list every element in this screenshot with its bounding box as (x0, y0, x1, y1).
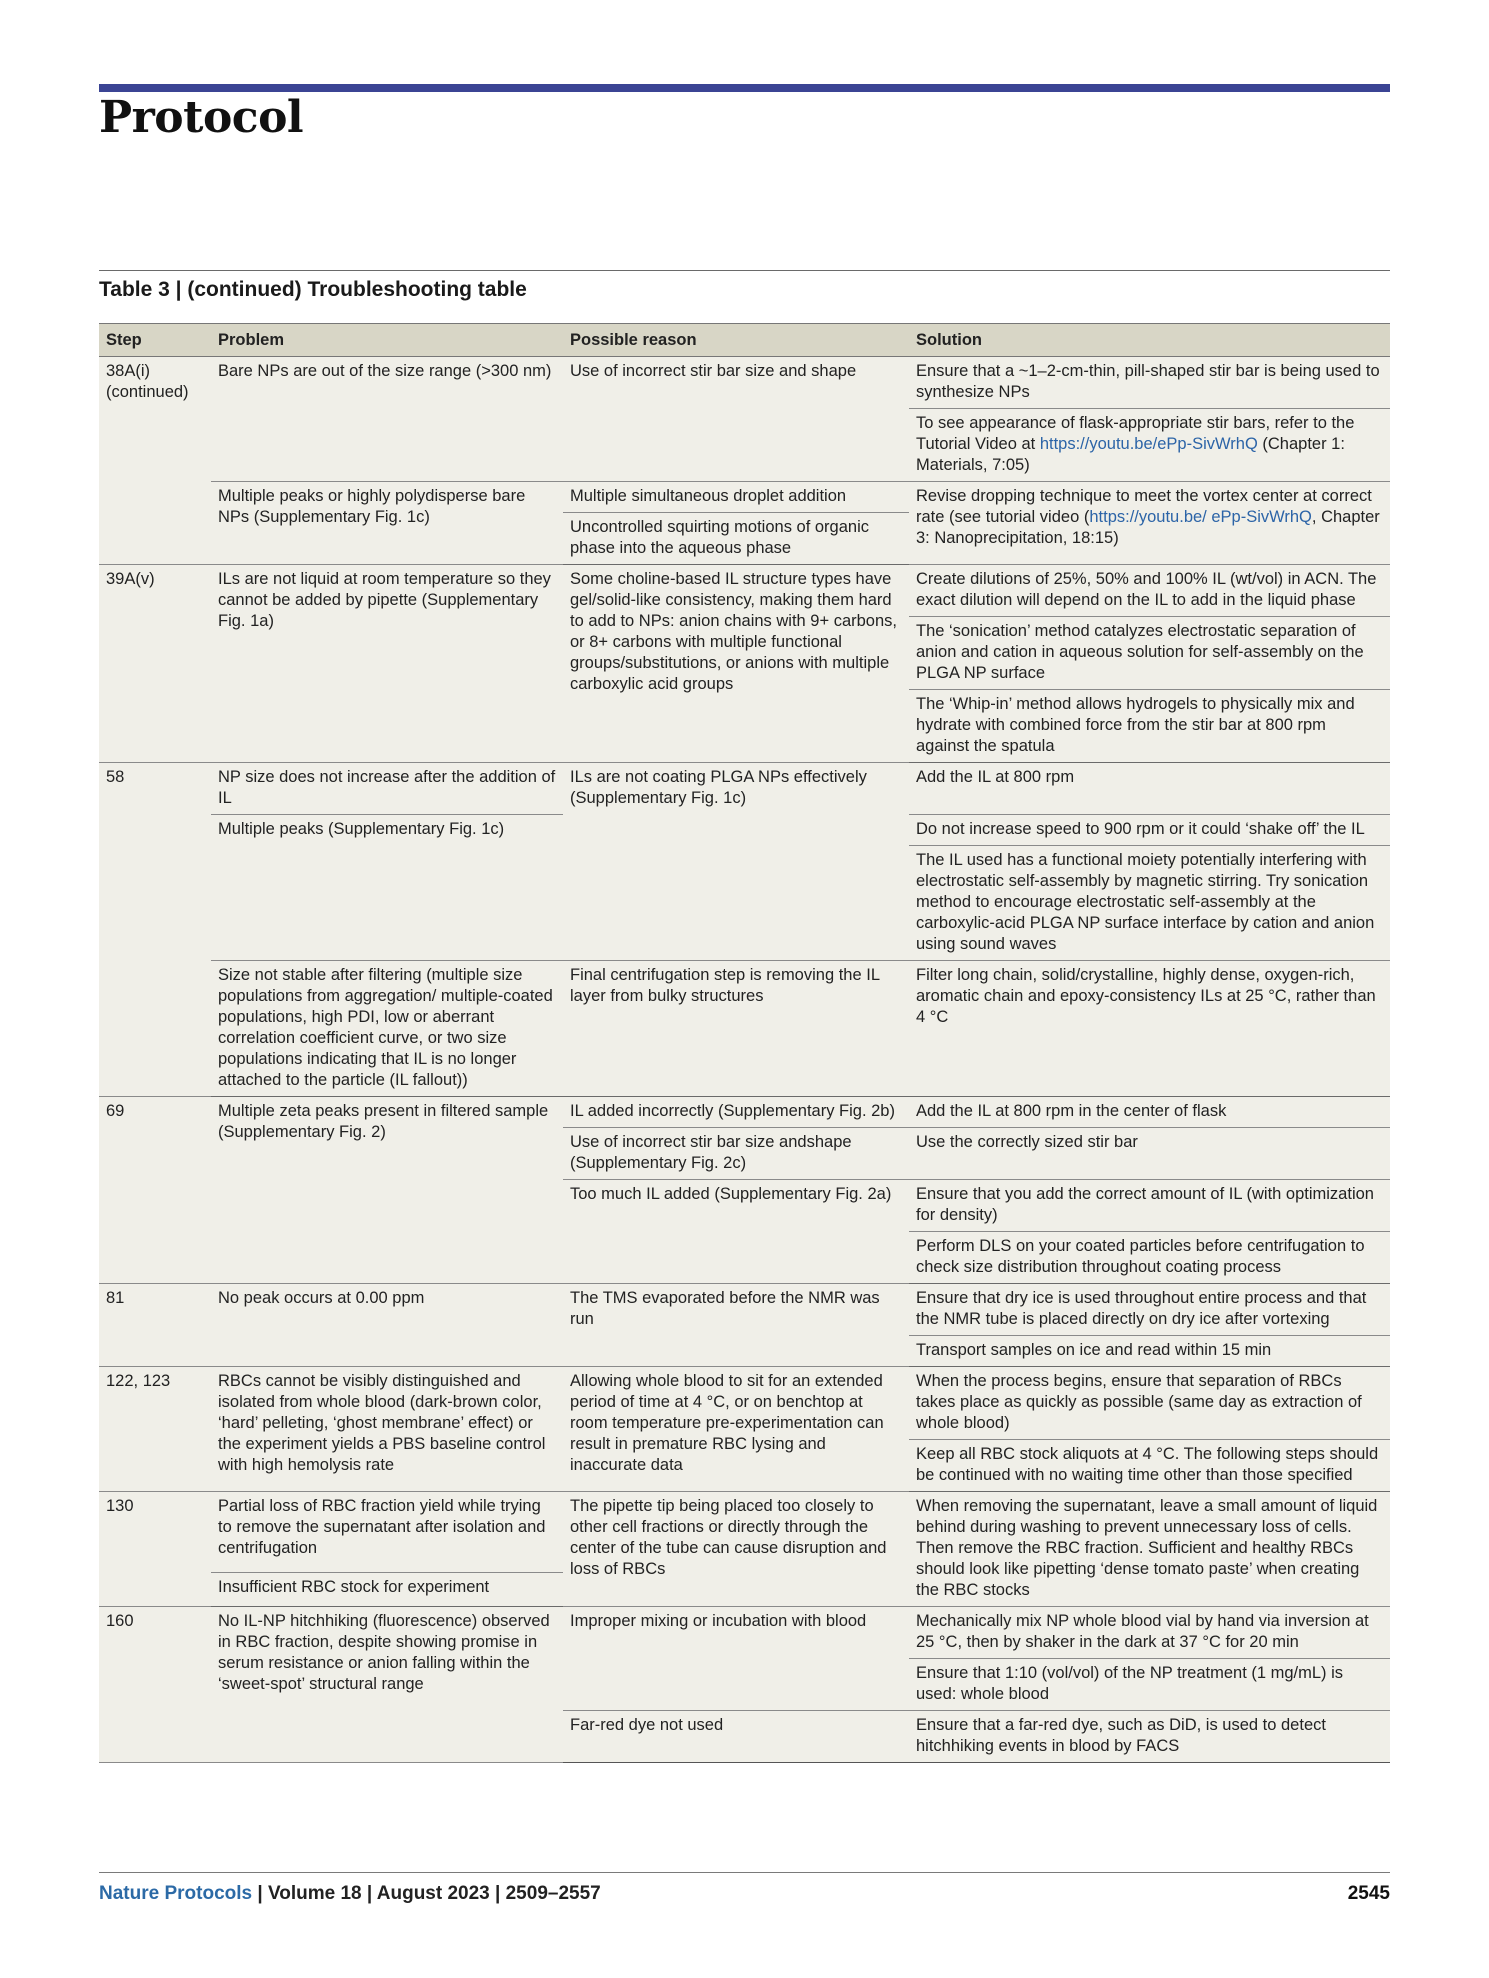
problem-cell: Bare NPs are out of the size range (>300 nm) (211, 357, 563, 482)
solution-cell: Revise dropping technique to meet the vortex center at correct rate (see tutorial video (https://youtu.be/ ePp-SivWrhQ, Chapter 3: Nanoprecipitation, 18:15) (909, 482, 1390, 565)
problem-cell: Insufficient RBC stock for experiment (211, 1572, 563, 1606)
solution-cell: Filter long chain, solid/crystalline, highly dense, oxygen-rich, aromatic chain and epoxy-consistency ILs at 25 °C, rather than 4 °C (909, 961, 1390, 1097)
reason-cell: The TMS evaporated before the NMR was run (563, 1284, 909, 1367)
solution-cell: To see appearance of flask-appropriate stir bars, refer to the Tutorial Video at https://youtu.be/ePp-SivWrhQ (Chapter 1: Materials, 7:05) (909, 409, 1390, 482)
reason-cell: Far-red dye not used (563, 1711, 909, 1763)
footer-citation (99, 1883, 601, 1905)
solution-cell: Ensure that a ~1–2-cm-thin, pill-shaped stir bar is being used to synthesize NPs (909, 357, 1390, 409)
solution-cell: Do not increase speed to 900 rpm or it could ‘shake off’ the IL (909, 815, 1390, 846)
section-label: Protocol (99, 92, 304, 143)
solution-cell: Ensure that you add the correct amount of IL (with optimization for density) (909, 1180, 1390, 1232)
column-header-solution: Solution (909, 324, 1390, 357)
step-cell: 69 (99, 1097, 211, 1284)
solution-cell: Add the IL at 800 rpm (909, 763, 1390, 815)
table-row (99, 357, 1390, 409)
reason-cell: Too much IL added (Supplementary Fig. 2a) (563, 1180, 909, 1284)
reason-cell: Some choline-based IL structure types have gel/solid-like consistency, making them hard to add to NPs: anion chains with 9+ carbons, or 8+ carbons with multiple functional groups/substitutions, or anions with multiple carboxylic acid groups (563, 565, 909, 763)
reason-cell: Use of incorrect stir bar size andshape (Supplementary Fig. 2c) (563, 1128, 909, 1180)
problem-cell: Size not stable after filtering (multiple size populations from aggregation/ multiple-coated populations, high PDI, low or aberrant correlation coefficient curve, or two size populations indicating that IL is no longer attached to the particle (IL fallout)) (211, 961, 563, 1097)
step-cell: 122, 123 (99, 1367, 211, 1492)
step-cell: 58 (99, 763, 211, 1097)
table-row (99, 482, 1390, 513)
column-header-step: Step (99, 324, 211, 357)
reason-cell: Use of incorrect stir bar size and shape (563, 357, 909, 482)
solution-cell: Ensure that dry ice is used throughout entire process and that the NMR tube is placed directly on dry ice after vortexing (909, 1284, 1390, 1336)
problem-cell: RBCs cannot be visibly distinguished and isolated from whole blood (dark-brown color, ‘hard’ pelleting, ‘ghost membrane’ effect) or the experiment yields a PBS baseline control with high hemolysis rate (211, 1367, 563, 1492)
citation-text: | Volume 18 | August 2023 | 2509–2557 (252, 1883, 601, 1904)
step-cell: 38A(i) (continued) (99, 357, 211, 565)
solution-cell: The ‘Whip-in’ method allows hydrogels to physically mix and hydrate with combined force from the stir bar at 800 rpm against the spatula (909, 690, 1390, 763)
reason-cell: Improper mixing or incubation with blood (563, 1607, 909, 1711)
reason-cell: Allowing whole blood to sit for an extended period of time at 4 °C, or on benchtop at room temperature pre-experimentation can result in premature RBC lysing and inaccurate data (563, 1367, 909, 1492)
header-accent-bar (99, 84, 1390, 92)
problem-cell: ILs are not liquid at room temperature so they cannot be added by pipette (Supplementary Fig. 1a) (211, 565, 563, 763)
tutorial-video-link[interactable]: https://youtu.be/ ePp-SivWrhQ (1089, 508, 1312, 526)
solution-cell: Use the correctly sized stir bar (909, 1128, 1390, 1180)
table-row (99, 565, 1390, 617)
solution-cell: Add the IL at 800 rpm in the center of flask (909, 1097, 1390, 1128)
table-row (99, 1367, 1390, 1440)
journal-link[interactable]: Nature Protocols (99, 1883, 253, 1904)
solution-cell: Ensure that 1:10 (vol/vol) of the NP treatment (1 mg/mL) is used: whole blood (909, 1659, 1390, 1711)
problem-cell: No IL-NP hitchhiking (fluorescence) observed in RBC fraction, despite showing promise in serum resistance or anion falling within the ‘sweet-spot’ structural range (211, 1607, 563, 1763)
table-row (99, 961, 1390, 1097)
problem-cell: NP size does not increase after the addition of IL (211, 763, 563, 815)
step-cell: 81 (99, 1284, 211, 1367)
solution-cell: Mechanically mix NP whole blood vial by hand via inversion at 25 °C, then by shaker in the dark at 37 °C for 20 min (909, 1607, 1390, 1659)
table-row (99, 1492, 1390, 1573)
troubleshooting-table (99, 323, 1390, 1763)
footer-rule (99, 1872, 1390, 1873)
table-row (99, 763, 1390, 815)
title-rule (99, 270, 1390, 271)
reason-cell: Final centrifugation step is removing the IL layer from bulky structures (563, 961, 909, 1097)
page-number: 2545 (1347, 1883, 1390, 1904)
reason-cell: Uncontrolled squirting motions of organic phase into the aqueous phase (563, 513, 909, 565)
solution-cell: When the process begins, ensure that separation of RBCs takes place as quickly as possible (same day as extraction of whole blood) (909, 1367, 1390, 1440)
solution-cell: Transport samples on ice and read within 15 min (909, 1336, 1390, 1367)
problem-cell: Multiple zeta peaks present in filtered sample (Supplementary Fig. 2) (211, 1097, 563, 1284)
solution-cell: Create dilutions of 25%, 50% and 100% IL (wt/vol) in ACN. The exact dilution will depend on the IL to add in the liquid phase (909, 565, 1390, 617)
problem-cell: No peak occurs at 0.00 ppm (211, 1284, 563, 1367)
reason-cell: ILs are not coating PLGA NPs effectively (Supplementary Fig. 1c) (563, 763, 909, 961)
reason-cell: Multiple simultaneous droplet addition (563, 482, 909, 513)
solution-cell: Ensure that a far-red dye, such as DiD, is used to detect hitchhiking events in blood by FACS (909, 1711, 1390, 1763)
tutorial-video-link[interactable]: https://youtu.be/ePp-SivWrhQ (1039, 435, 1258, 453)
column-header-problem: Problem (211, 324, 563, 357)
step-cell: 130 (99, 1492, 211, 1607)
column-header-reason: Possible reason (563, 324, 909, 357)
problem-cell: Multiple peaks or highly polydisperse bare NPs (Supplementary Fig. 1c) (211, 482, 563, 565)
solution-cell: Keep all RBC stock aliquots at 4 °C. The following steps should be continued with no waiting time other than those specified (909, 1440, 1390, 1492)
table-title: Table 3 | (continued) Troubleshooting table (99, 278, 527, 301)
problem-cell: Partial loss of RBC fraction yield while trying to remove the supernatant after isolation and centrifugation (211, 1492, 563, 1573)
solution-cell: Perform DLS on your coated particles before centrifugation to check size distribution throughout coating process (909, 1232, 1390, 1284)
table-header-row (99, 324, 1390, 357)
step-cell: 39A(v) (99, 565, 211, 763)
table-row (99, 1607, 1390, 1659)
step-cell: 160 (99, 1607, 211, 1763)
solution-cell: The ‘sonication’ method catalyzes electrostatic separation of anion and cation in aqueous solution for self-assembly on the PLGA NP surface (909, 617, 1390, 690)
table-row (99, 1097, 1390, 1128)
reason-cell: IL added incorrectly (Supplementary Fig. 2b) (563, 1097, 909, 1128)
solution-cell: The IL used has a functional moiety potentially interfering with electrostatic self-assembly by magnetic stirring. Try sonication method to encourage electrostatic self-assembly at the carboxylic-acid PLGA NP surface interface by cation and anion using sound waves (909, 846, 1390, 961)
table-row (99, 1284, 1390, 1336)
reason-cell: The pipette tip being placed too closely to other cell fractions or directly through the center of the tube can cause disruption and loss of RBCs (563, 1492, 909, 1607)
solution-cell: When removing the supernatant, leave a small amount of liquid behind during washing to prevent unnecessary loss of cells. Then remove the RBC fraction. Sufficient and healthy RBCs should look like pipetting ‘dense tomato paste’ when creating the RBC stocks (909, 1492, 1390, 1607)
problem-cell: Multiple peaks (Supplementary Fig. 1c) (211, 815, 563, 961)
